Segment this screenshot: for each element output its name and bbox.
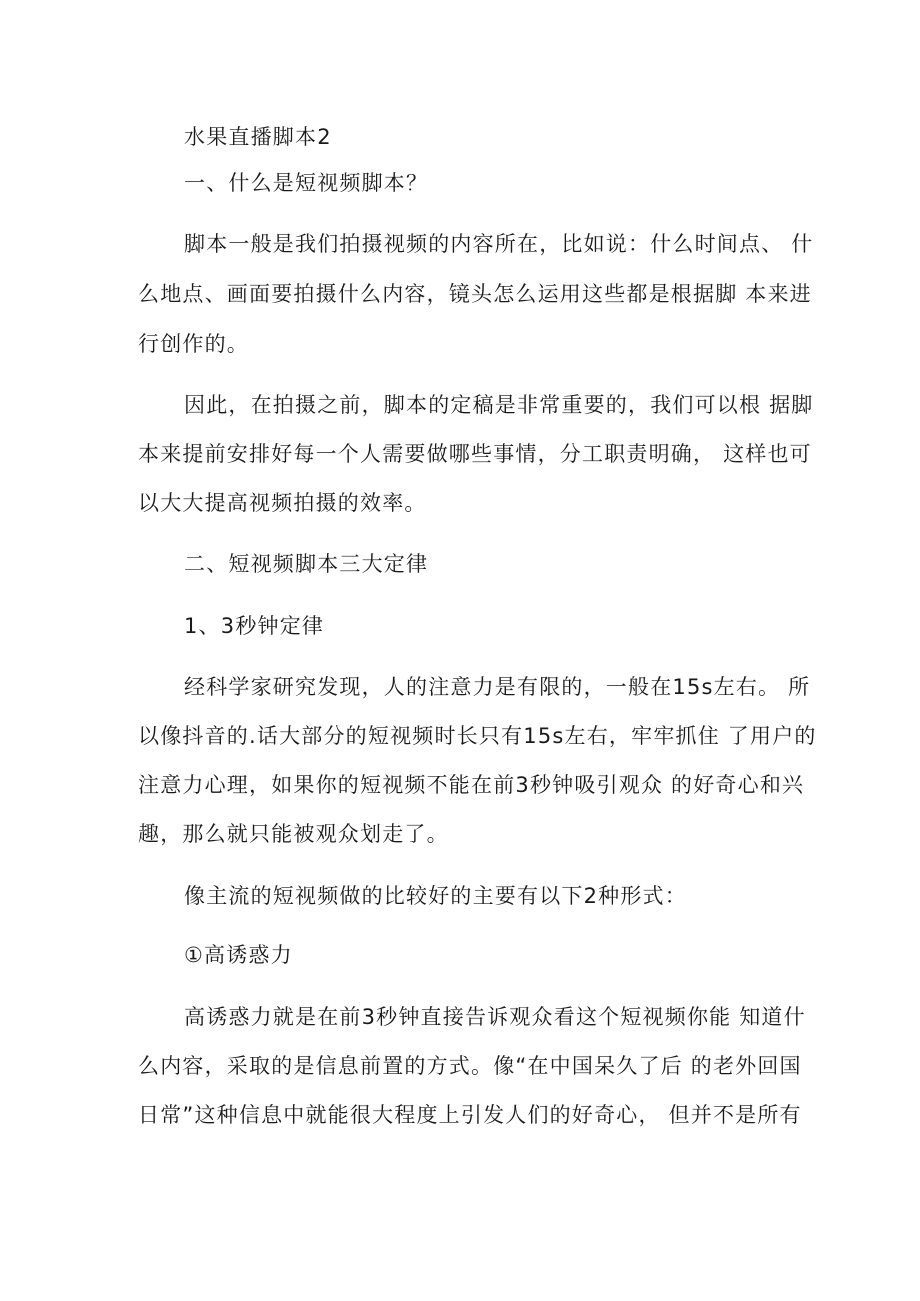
rule-1-heading: 1、3秒钟定律 — [184, 614, 325, 638]
form-1-heading: ①高诱惑力 — [184, 943, 293, 967]
text-line: 脚本一般是我们拍摄视频的内容所在，比如说：什么时间点、 什 — [184, 232, 814, 256]
section-2-heading: 二、短视频脚本三大定律 — [184, 552, 429, 576]
document-title: 水果直播脚本2 — [184, 125, 332, 149]
text-line: 因此，在拍摄之前，脚本的定稿是非常重要的，我们可以根 据脚 — [184, 393, 814, 417]
text-line: 日常”这种信息中就能很大程度上引发人们的好奇心， 但并不是所有 — [138, 1103, 802, 1127]
section-1-heading: 一、什么是短视频脚本？ — [184, 171, 429, 195]
text-line: 高诱惑力就是在前3秒钟直接告诉观众看这个短视频你能 知道什 — [184, 1005, 806, 1029]
text-line: 以大大提高视频拍摄的效率。 — [138, 491, 427, 515]
text-line: 以像抖音的.话大部分的短视频时长只有15s左右，牢牢抓住 了用户的 — [138, 724, 817, 748]
text-line: 本来提前安排好每一个人需要做哪些事情，分工职责明确， 这样也可 — [138, 442, 812, 466]
text-line: 注意力心理，如果你的短视频不能在前3秒钟吸引观众 的好奇心和兴 — [138, 773, 805, 797]
text-line: 行创作的。 — [138, 332, 249, 356]
text-line: 趣，那么就只能被观众划走了。 — [138, 822, 449, 846]
text-line: 经科学家研究发现，人的注意力是有限的，一般在15s左右。 所 — [184, 675, 811, 699]
text-line: 像主流的短视频做的比较好的主要有以下2种形式： — [184, 884, 687, 908]
text-line: 么地点、画面要拍摄什么内容，镜头怎么运用这些都是根据脚 本来进 — [138, 282, 812, 306]
text-line: 么内容，采取的是信息前置的方式。像“在中国呆久了后 的老外回国 — [138, 1054, 802, 1078]
